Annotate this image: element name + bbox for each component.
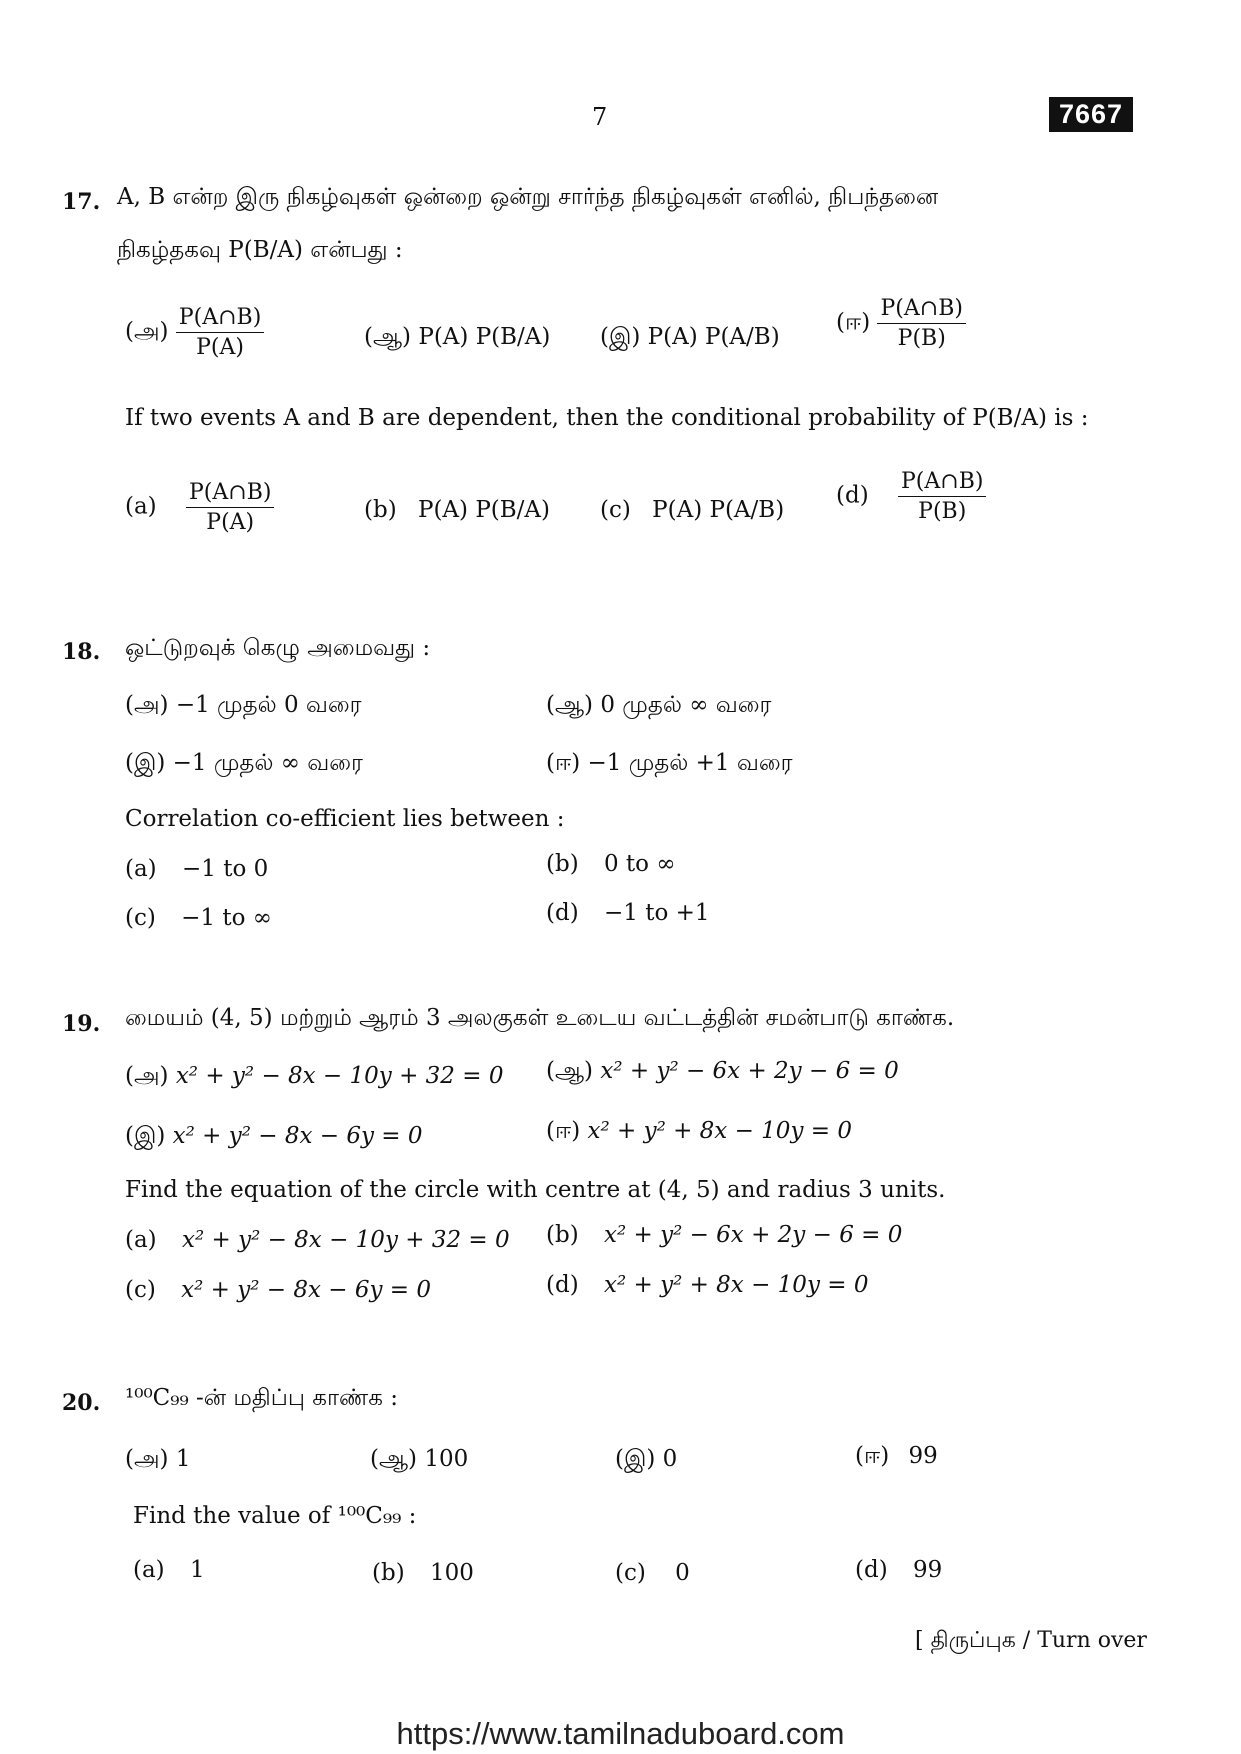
option-label: (ஆ) bbox=[364, 324, 412, 350]
option-text: −1 முதல் ∞ வரை bbox=[172, 750, 363, 776]
equation: x² + y² − 6x + 2y − 6 = 0 bbox=[600, 1058, 899, 1084]
numerator: P(A∩B) bbox=[877, 296, 965, 324]
q20-ta-option-d[interactable] bbox=[855, 1443, 938, 1472]
option-text: −1 to +1 bbox=[603, 900, 710, 926]
option-text: P(A) P(A/B) bbox=[647, 324, 780, 350]
option-text: 0 bbox=[675, 1560, 690, 1586]
option-label: (a) bbox=[133, 1557, 165, 1583]
option-label: (ஈ) bbox=[855, 1443, 890, 1469]
option-label: (d) bbox=[546, 1272, 579, 1298]
option-text: −1 to 0 bbox=[181, 856, 269, 882]
page-number: 7 bbox=[592, 103, 608, 131]
q18-ta-option-c[interactable] bbox=[125, 750, 363, 779]
q17-ta-option-d[interactable] bbox=[836, 296, 966, 351]
option-text: P(A) P(A/B) bbox=[652, 497, 785, 523]
option-label: (ஈ) bbox=[836, 309, 871, 336]
option-label: (அ) bbox=[125, 1063, 169, 1089]
q20-en-option-b[interactable] bbox=[372, 1560, 474, 1586]
q18-en-option-b[interactable] bbox=[546, 851, 676, 877]
option-label: (d) bbox=[855, 1557, 888, 1583]
q17-en-option-a[interactable] bbox=[125, 480, 274, 535]
turn-over-note: [ திருப்புக / Turn over bbox=[915, 1628, 1147, 1653]
option-label: (c) bbox=[125, 1277, 156, 1303]
option-label: (ஆ) bbox=[546, 692, 594, 718]
option-text: 1 bbox=[175, 1446, 191, 1472]
option-text: 99 bbox=[908, 1443, 938, 1469]
q19-ta-option-c[interactable] bbox=[125, 1123, 423, 1152]
q17-ta-option-a[interactable] bbox=[125, 305, 264, 360]
q20-tamil-text: ¹⁰⁰C₉₉ -ன் மதிப்பு காண்க : bbox=[125, 1385, 399, 1411]
equation: x² + y² − 8x − 6y = 0 bbox=[181, 1277, 431, 1303]
question-number: 20. bbox=[62, 1390, 101, 1416]
fraction bbox=[877, 296, 965, 351]
numerator: P(A∩B) bbox=[176, 305, 264, 333]
q20-english-text: Find the value of ¹⁰⁰C₉₉ : bbox=[133, 1503, 417, 1529]
option-text: 100 bbox=[429, 1560, 474, 1586]
option-label: (d) bbox=[836, 482, 869, 509]
option-label: (b) bbox=[372, 1560, 405, 1586]
option-text: −1 to ∞ bbox=[181, 905, 272, 931]
question-number: 18. bbox=[62, 639, 101, 665]
numerator: P(A∩B) bbox=[186, 480, 274, 508]
option-label: (இ) bbox=[615, 1446, 656, 1472]
option-label: (அ) bbox=[125, 692, 169, 718]
option-label: (b) bbox=[546, 851, 579, 877]
denominator: P(B) bbox=[918, 499, 967, 524]
q19-english-text: Find the equation of the circle with centre at (4, 5) and radius 3 units. bbox=[125, 1177, 946, 1203]
fraction bbox=[176, 305, 264, 360]
q18-ta-option-b[interactable] bbox=[546, 692, 771, 721]
q18-english-text: Correlation co-efficient lies between : bbox=[125, 806, 565, 832]
q20-en-option-d[interactable] bbox=[855, 1557, 942, 1583]
option-text: P(A) P(B/A) bbox=[418, 324, 551, 350]
option-label: (ஈ) bbox=[546, 1118, 581, 1144]
option-label: (b) bbox=[546, 1222, 579, 1248]
q18-ta-option-a[interactable] bbox=[125, 692, 362, 721]
denominator: P(A) bbox=[206, 510, 255, 535]
q17-en-option-b[interactable] bbox=[364, 497, 550, 523]
option-label: (ஆ) bbox=[546, 1058, 594, 1084]
option-text: 99 bbox=[912, 1557, 943, 1583]
option-label: (அ) bbox=[125, 318, 169, 345]
option-label: (c) bbox=[125, 905, 156, 931]
denominator: P(B) bbox=[897, 326, 946, 351]
q17-en-option-d[interactable] bbox=[836, 469, 986, 524]
fraction bbox=[898, 469, 986, 524]
option-text: −1 முதல் +1 வரை bbox=[587, 750, 793, 776]
option-label: (ஆ) bbox=[370, 1446, 418, 1472]
equation: x² + y² − 8x − 6y = 0 bbox=[172, 1123, 423, 1149]
q18-en-option-a[interactable] bbox=[125, 856, 268, 882]
q19-ta-option-a[interactable] bbox=[125, 1063, 503, 1092]
q19-en-option-a[interactable] bbox=[125, 1227, 510, 1253]
option-label: (ஈ) bbox=[546, 750, 581, 776]
option-label: (a) bbox=[125, 493, 157, 520]
option-text: P(A) P(B/A) bbox=[417, 497, 551, 523]
option-text: 0 bbox=[662, 1446, 678, 1472]
q17-ta-option-c[interactable] bbox=[600, 324, 780, 353]
q20-ta-option-b[interactable] bbox=[370, 1446, 468, 1475]
paper-code-badge: 7667 bbox=[1049, 97, 1133, 132]
option-text: 100 bbox=[424, 1446, 469, 1472]
option-label: (c) bbox=[615, 1560, 646, 1586]
q19-ta-option-b[interactable] bbox=[546, 1058, 899, 1087]
footer-url[interactable]: https://www.tamilnaduboard.com bbox=[396, 1716, 845, 1751]
option-text: 1 bbox=[189, 1557, 205, 1583]
q17-ta-option-b[interactable] bbox=[364, 324, 550, 353]
q18-en-option-c[interactable] bbox=[125, 905, 272, 931]
q18-tamil-text: ஒட்டுறவுக் கெழு அமைவது : bbox=[125, 635, 431, 661]
q20-ta-option-c[interactable] bbox=[615, 1446, 677, 1475]
q18-en-option-d[interactable] bbox=[546, 900, 710, 926]
q19-en-option-c[interactable] bbox=[125, 1277, 431, 1303]
option-label: (c) bbox=[600, 497, 631, 523]
question-number: 17. bbox=[62, 189, 101, 215]
q17-tamil-text-line1: A, B என்ற இரு நிகழ்வுகள் ஒன்றை ஒன்று சார்ந்த நிகழ்வுகள் எனில், நிபந்தனை bbox=[117, 184, 939, 210]
option-label: (இ) bbox=[125, 1123, 166, 1149]
q18-ta-option-d[interactable] bbox=[546, 750, 793, 779]
fraction bbox=[186, 480, 274, 535]
q20-en-option-a[interactable] bbox=[133, 1557, 205, 1583]
option-text: 0 முதல் ∞ வரை bbox=[600, 692, 772, 718]
q17-en-option-c[interactable] bbox=[600, 497, 784, 523]
q17-english-text: If two events A and B are dependent, then the conditional probability of P(B/A) is : bbox=[125, 405, 1089, 431]
q20-ta-option-a[interactable] bbox=[125, 1446, 190, 1475]
option-label: (இ) bbox=[600, 324, 641, 350]
q19-ta-option-d[interactable] bbox=[546, 1118, 852, 1147]
equation: x² + y² − 6x + 2y − 6 = 0 bbox=[603, 1222, 903, 1248]
option-label: (அ) bbox=[125, 1446, 169, 1472]
option-label: (b) bbox=[364, 497, 397, 523]
option-label: (a) bbox=[125, 856, 157, 882]
option-text: 0 to ∞ bbox=[603, 851, 676, 877]
option-label: (d) bbox=[546, 900, 579, 926]
equation: x² + y² − 8x − 10y + 32 = 0 bbox=[181, 1227, 510, 1253]
q19-en-option-d[interactable] bbox=[546, 1272, 868, 1298]
option-label: (a) bbox=[125, 1227, 157, 1253]
equation: x² + y² − 8x − 10y + 32 = 0 bbox=[175, 1063, 504, 1089]
option-text: −1 முதல் 0 வரை bbox=[175, 692, 362, 718]
denominator: P(A) bbox=[196, 335, 244, 360]
q17-tamil-text-line2: நிகழ்தகவு P(B/A) என்பது : bbox=[117, 237, 403, 263]
equation: x² + y² + 8x − 10y = 0 bbox=[587, 1118, 852, 1144]
equation: x² + y² + 8x − 10y = 0 bbox=[603, 1272, 869, 1298]
numerator: P(A∩B) bbox=[898, 469, 986, 497]
q20-en-option-c[interactable] bbox=[615, 1560, 690, 1586]
q19-en-option-b[interactable] bbox=[546, 1222, 902, 1248]
option-label: (இ) bbox=[125, 750, 166, 776]
q19-tamil-text: மையம் (4, 5) மற்றும் ஆரம் 3 அலகுகள் உடைய வட்டத்தின் சமன்பாடு காண்க. bbox=[125, 1005, 955, 1031]
question-number: 19. bbox=[62, 1011, 101, 1037]
